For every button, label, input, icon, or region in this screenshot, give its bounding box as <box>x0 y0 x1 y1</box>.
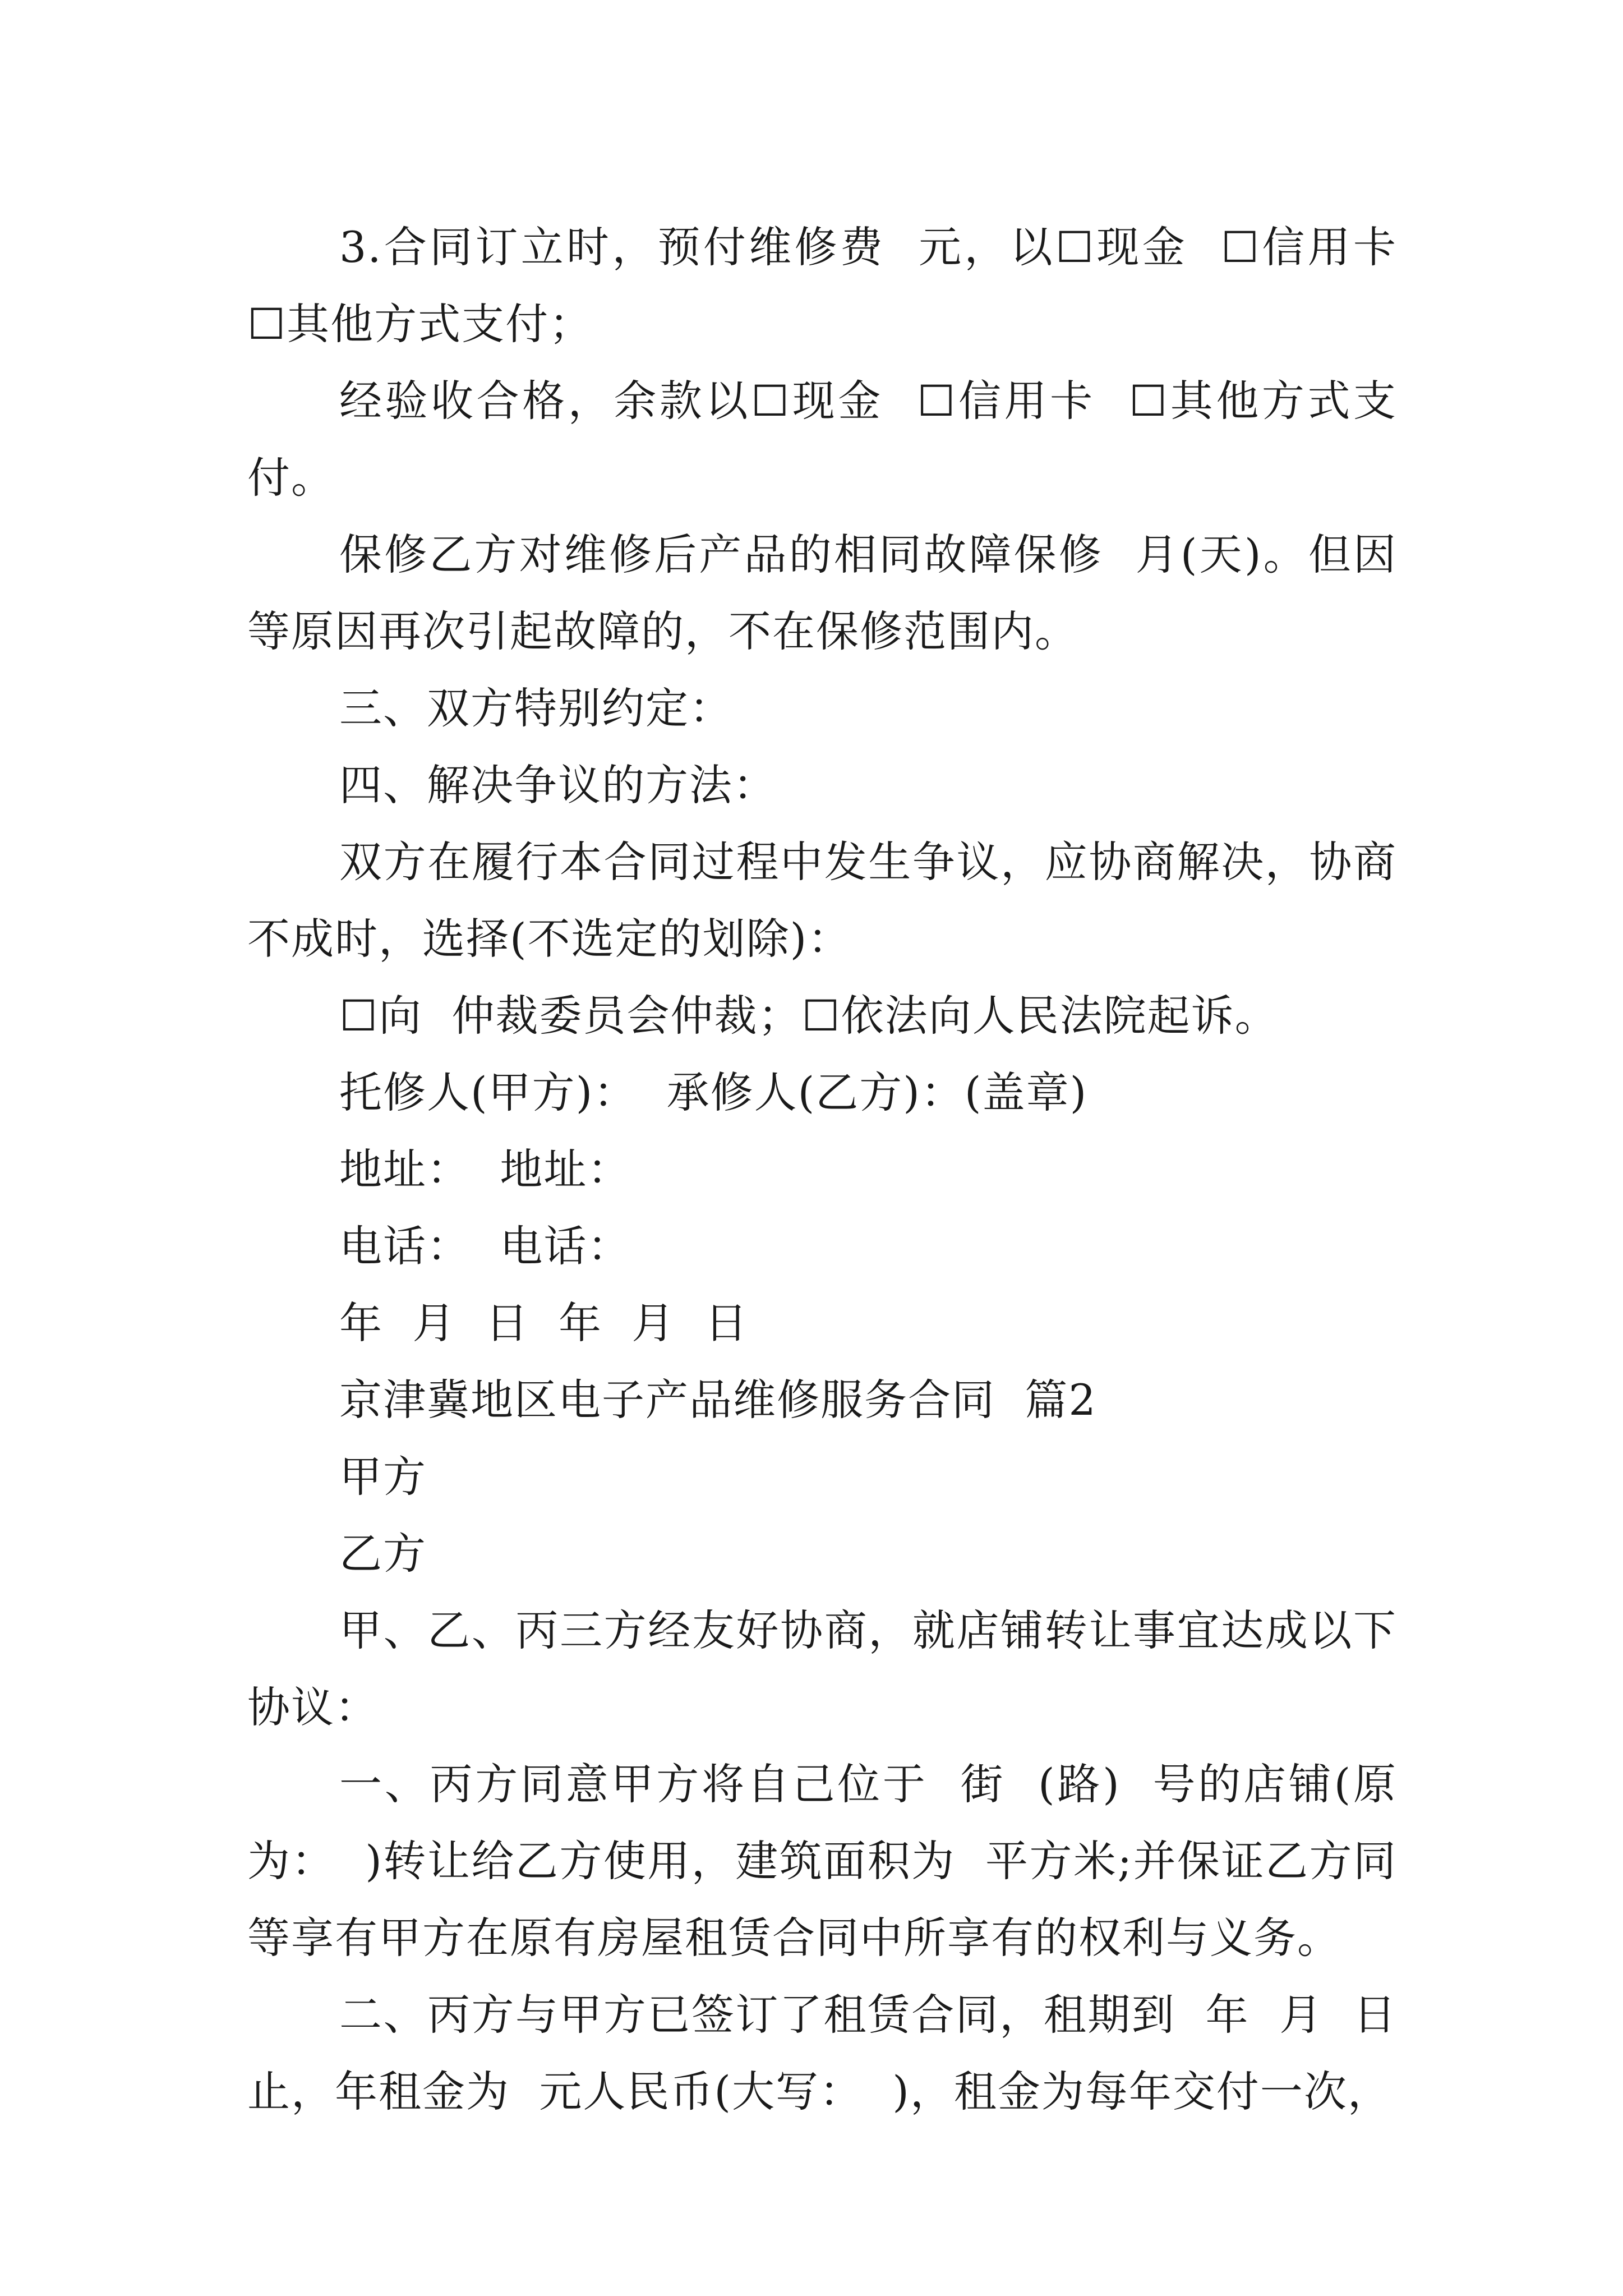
paragraph-agreement-intro: 甲、乙、丙三方经友好协商，就店铺转让事宜达成以下协议： <box>247 1605 1397 1732</box>
paragraph-warranty: 保修乙方对维修后产品的相同故障保修 月(天)。但因 等原因再次引起故障的，不在保修范围内。 <box>247 530 1427 656</box>
party-b-label: 乙方 <box>339 1529 427 1579</box>
party-a-label: 甲方 <box>339 1452 427 1502</box>
paragraph-special-agreement: 三、双方特别约定： <box>339 683 733 733</box>
paragraph-dispute-heading: 四、解决争议的方法： <box>339 760 777 810</box>
paragraph-dispute-resolution: 双方在履行本合同过程中发生争议，应协商解决，协商不成时，选择(不选定的划除)： <box>247 837 1397 964</box>
paragraph-clause-2: 二、丙方与甲方已签订了租赁合同，租期到 年 月 日止，年租金为 元人民币(大写： )，租金为每年交付一次， <box>247 1990 1397 2116</box>
signature-phone: 电话： 电话： <box>339 1221 631 1271</box>
paragraph-clause-1: 一、丙方同意甲方将自己位于 街 (路) 号的店铺(原为： )转让给乙方使用，建筑面积为 平方米;并保证乙方同等享有甲方在原有房屋租赁合同中所享有的权利与义务。 <box>247 1759 1397 1963</box>
paragraph-balance-payment: 经验收合格，余款以☐现金 ☐信用卡 ☐其他方式支付。 <box>247 376 1397 503</box>
paragraph-prepayment: 3.合同订立时，预付维修费 元，以☐现金 ☐信用卡 ☐其他方式支付； <box>247 222 1427 349</box>
document-body <box>247 209 1427 2130</box>
signature-date: 年 月 日 年 月 日 <box>339 1298 749 1348</box>
signature-parties: 托修人(甲方)： 承修人(乙方)：(盖章) <box>339 1068 1088 1117</box>
contract-title-part2: 京津冀地区电子产品维修服务合同 篇2 <box>339 1375 1097 1425</box>
signature-address: 地址： 地址： <box>339 1144 631 1194</box>
paragraph-arbitration-options: ☐向 仲裁委员会仲裁；☐依法向人民法院起诉。 <box>339 991 1279 1041</box>
